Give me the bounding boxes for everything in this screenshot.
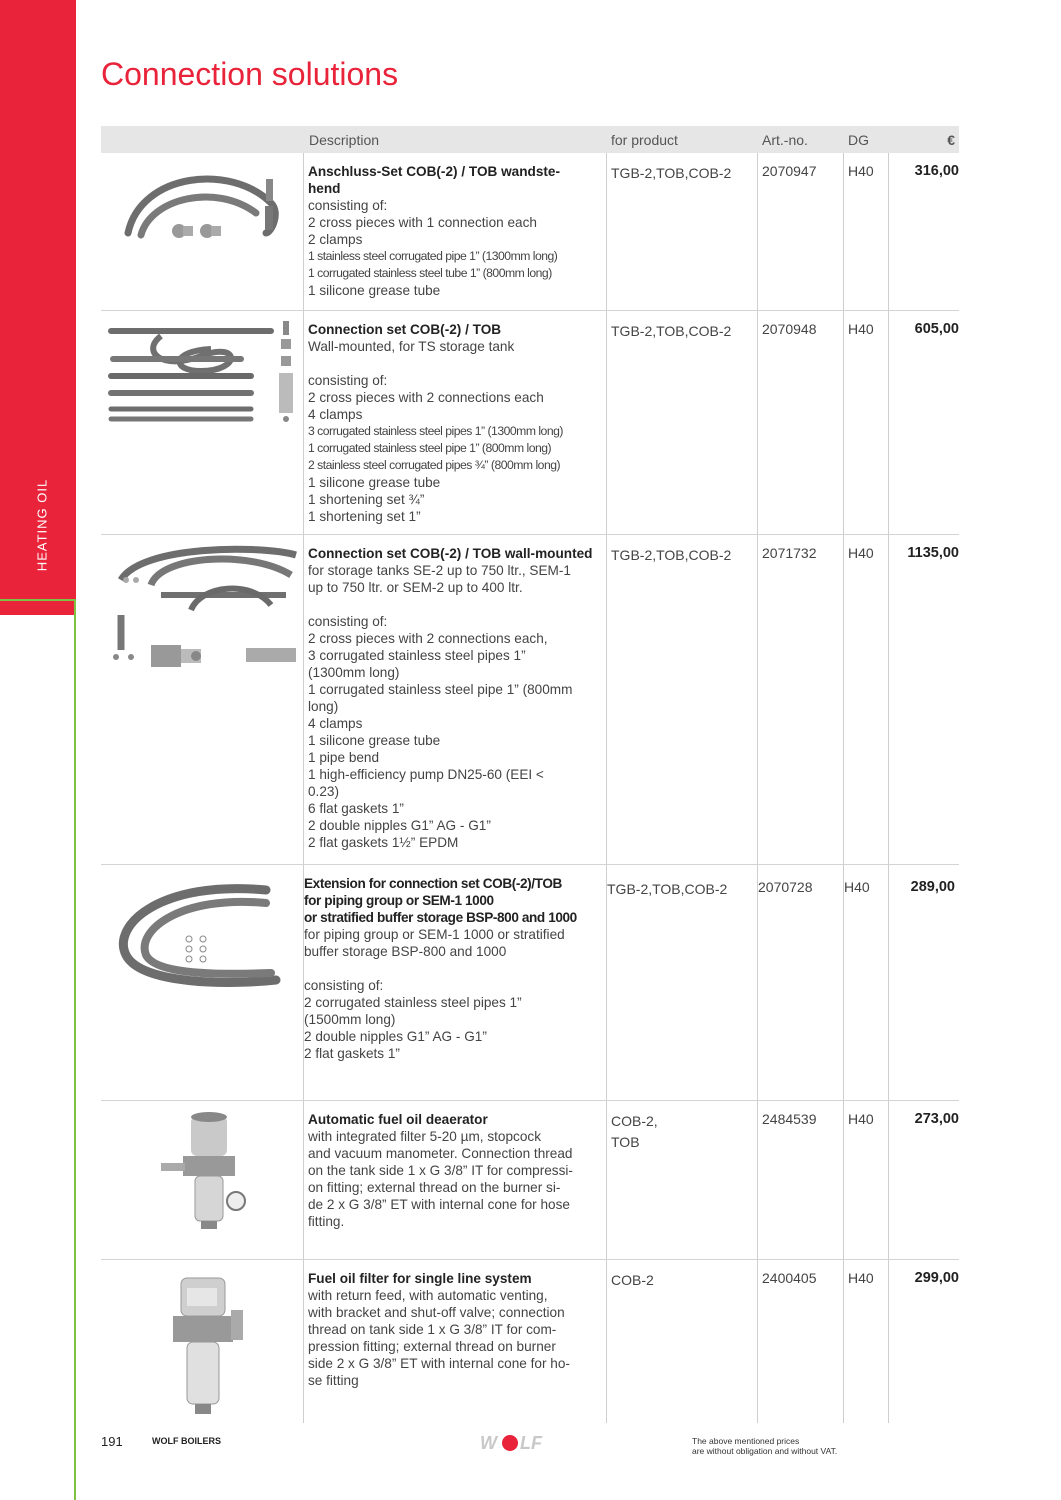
row-desc-line: 2 flat gaskets 1” bbox=[304, 1046, 400, 1061]
row-desc-line: Wall-mounted, for TS storage tank bbox=[308, 339, 515, 354]
header-description: Description bbox=[309, 132, 380, 148]
row-title-line: for piping group or SEM-1 1000 bbox=[304, 893, 494, 908]
dg-cell: H40 bbox=[848, 545, 874, 561]
row-desc-line: side 2 x G 3/8” ET with internal cone for ho- bbox=[308, 1356, 570, 1371]
row-desc-line: 1 shortening set 1” bbox=[308, 509, 421, 524]
row-desc-line: 2 cross pieces with 1 connection each bbox=[308, 215, 537, 230]
row-desc-line: consisting of: bbox=[304, 978, 384, 993]
table-row bbox=[101, 865, 959, 1101]
extension-hoses-image bbox=[101, 865, 301, 1100]
svg-text:W: W bbox=[480, 1433, 497, 1453]
row-title-line: hend bbox=[308, 181, 341, 196]
row-desc-line: 1 corrugated stainless steel pipe 1” (800mm long) bbox=[308, 441, 552, 455]
art-no-cell: 2071732 bbox=[762, 545, 817, 561]
oil-deaerator-image bbox=[101, 1101, 301, 1259]
header-product: for product bbox=[611, 132, 678, 148]
row-desc-line: 2 cross pieces with 2 connections each, bbox=[308, 631, 548, 646]
price-cell: 273,00 bbox=[914, 1111, 959, 1127]
product-line: COB-2, bbox=[611, 1113, 658, 1129]
dg-cell: H40 bbox=[848, 321, 874, 337]
row-desc-line: (1500mm long) bbox=[304, 1012, 396, 1027]
row-desc-line: for piping group or SEM-1 1000 or stratified bbox=[304, 927, 565, 942]
table-row bbox=[101, 1101, 959, 1260]
price-table bbox=[101, 126, 959, 1423]
row-desc-line: 2 stainless steel corrugated pipes ¾” (800mm long) bbox=[308, 458, 561, 472]
product-cell: TGB-2,TOB,COB-2 bbox=[611, 165, 732, 181]
row-desc-line: 1 stainless steel corrugated pipe 1” (1300mm long) bbox=[308, 249, 558, 263]
row-desc-line: 1 silicone grease tube bbox=[308, 733, 441, 748]
product-line: TOB bbox=[611, 1134, 640, 1150]
price-cell: 1135,00 bbox=[907, 545, 959, 561]
header-dg: DG bbox=[848, 132, 869, 148]
row-desc-line: de 2 x G 3/8” ET with internal cone for hose bbox=[308, 1197, 570, 1212]
table-row bbox=[101, 535, 959, 865]
product-cell: TGB-2,TOB,COB-2 bbox=[611, 323, 732, 339]
price-cell: 316,00 bbox=[914, 163, 959, 179]
disclaimer-line: The above mentioned prices bbox=[692, 1436, 800, 1446]
sidebar-accent-line-vertical bbox=[74, 599, 76, 1500]
row-desc-line: 2 flat gaskets 1½” EPDM bbox=[308, 835, 459, 850]
row-title-line: Connection set COB(-2) / TOB wall-mounted bbox=[308, 546, 593, 561]
product-cell: TGB-2,TOB,COB-2 bbox=[607, 881, 728, 897]
table-row bbox=[101, 1260, 959, 1423]
table-header bbox=[101, 126, 959, 153]
row-desc-line: 4 clamps bbox=[308, 407, 363, 422]
row-title-line: Automatic fuel oil deaerator bbox=[308, 1112, 488, 1127]
corrugated-pipes-set-image bbox=[101, 311, 301, 534]
page-title: Connection solutions bbox=[101, 56, 399, 92]
dg-cell: H40 bbox=[848, 1111, 874, 1127]
row-desc-line: 2 double nipples G1” AG - G1” bbox=[304, 1029, 487, 1044]
art-no-cell: 2070947 bbox=[762, 163, 817, 179]
row-desc-line: consisting of: bbox=[308, 198, 388, 213]
row-desc-line: 2 corrugated stainless steel pipes 1” bbox=[304, 995, 522, 1010]
price-cell: 605,00 bbox=[914, 321, 959, 337]
row-title-line: or stratified buffer storage BSP-800 and 1000 bbox=[304, 910, 577, 925]
row-desc-line: with integrated filter 5-20 µm, stopcock bbox=[308, 1129, 541, 1144]
row-desc-line: (1300mm long) bbox=[308, 665, 400, 680]
row-desc-line: 1 pipe bend bbox=[308, 750, 380, 765]
row-desc-line: 1 corrugated stainless steel tube 1” (800mm long) bbox=[308, 266, 552, 280]
row-desc-line: pression fitting; external thread on burner bbox=[308, 1339, 556, 1354]
oil-filter-image bbox=[101, 1260, 301, 1423]
row-desc-line: 1 high-efficiency pump DN25-60 (EEI < bbox=[308, 767, 544, 782]
wolf-logo-icon bbox=[480, 1432, 560, 1459]
dg-cell: H40 bbox=[844, 879, 870, 895]
row-desc-line: long) bbox=[308, 699, 339, 714]
table-row bbox=[101, 311, 959, 535]
row-desc-line: up to 750 ltr. or SEM-2 up to 400 ltr. bbox=[308, 580, 523, 595]
row-desc-line: 3 corrugated stainless steel pipes 1” (1300mm long) bbox=[308, 424, 563, 438]
row-desc-line: 2 cross pieces with 2 connections each bbox=[308, 390, 544, 405]
corrugated-hoses-image bbox=[101, 153, 301, 310]
row-desc-line: 1 silicone grease tube bbox=[308, 475, 441, 490]
page-number: 191 bbox=[101, 1434, 123, 1449]
row-desc-line: and vacuum manometer. Connection thread bbox=[308, 1146, 573, 1161]
row-title-line: Extension for connection set COB(-2)/TOB bbox=[304, 876, 562, 891]
price-cell: 299,00 bbox=[914, 1270, 959, 1286]
row-desc-line: 2 clamps bbox=[308, 232, 363, 247]
row-desc-line: consisting of: bbox=[308, 614, 388, 629]
row-desc-line: 0.23) bbox=[308, 784, 339, 799]
row-desc-line: with return feed, with automatic venting, bbox=[308, 1288, 548, 1303]
header-price: € bbox=[947, 132, 955, 148]
disclaimer-line: are without obligation and without VAT. bbox=[692, 1446, 838, 1456]
row-desc-line: with bracket and shut-off valve; connection bbox=[308, 1305, 565, 1320]
row-desc-line: on fitting; external thread on the burner si- bbox=[308, 1180, 561, 1195]
product-cell bbox=[611, 1111, 658, 1153]
sidebar-accent-line bbox=[0, 599, 76, 601]
svg-text:LF: LF bbox=[520, 1433, 542, 1453]
art-no-cell: 2484539 bbox=[762, 1111, 817, 1127]
row-desc-line: fitting. bbox=[308, 1214, 345, 1229]
row-desc-line: buffer storage BSP-800 and 1000 bbox=[304, 944, 507, 959]
row-desc-line: on the tank side 1 x G 3/8” IT for compressi- bbox=[308, 1163, 573, 1178]
row-desc-line: 3 corrugated stainless steel pipes 1” bbox=[308, 648, 526, 663]
row-desc-line: 1 corrugated stainless steel pipe 1” (800mm bbox=[308, 682, 573, 697]
footer bbox=[0, 1420, 1061, 1500]
art-no-cell: 2070728 bbox=[758, 879, 813, 895]
section-label: HEATING OIL bbox=[34, 478, 50, 572]
dg-cell: H40 bbox=[848, 163, 874, 179]
art-no-cell: 2070948 bbox=[762, 321, 817, 337]
dg-cell: H40 bbox=[848, 1270, 874, 1286]
row-desc-line: 2 double nipples G1” AG - G1” bbox=[308, 818, 491, 833]
product-cell: COB-2 bbox=[611, 1272, 654, 1288]
row-title-line: Fuel oil filter for single line system bbox=[308, 1271, 532, 1286]
row-desc-line: 1 shortening set ¾” bbox=[308, 492, 425, 507]
pipes-pump-set-image bbox=[101, 535, 301, 864]
row-desc-line: 6 flat gaskets 1” bbox=[308, 801, 404, 816]
row-title-line: Anschluss-Set COB(-2) / TOB wandste- bbox=[308, 164, 561, 179]
row-desc-line: 4 clamps bbox=[308, 716, 363, 731]
price-disclaimer bbox=[692, 1436, 837, 1456]
row-desc-line: thread on tank side 1 x G 3/8” IT for com- bbox=[308, 1322, 557, 1337]
price-cell: 289,00 bbox=[910, 879, 955, 895]
row-desc-line: se fitting bbox=[308, 1373, 359, 1388]
brand-text: WOLF BOILERS bbox=[152, 1436, 221, 1446]
art-no-cell: 2400405 bbox=[762, 1270, 817, 1286]
row-desc-line: for storage tanks SE-2 up to 750 ltr., SEM-1 bbox=[308, 563, 571, 578]
row-title-line: Connection set COB(-2) / TOB bbox=[308, 322, 502, 337]
header-art-no: Art.-no. bbox=[762, 132, 808, 148]
table-row bbox=[101, 153, 959, 311]
product-cell: TGB-2,TOB,COB-2 bbox=[611, 547, 732, 563]
row-desc-line: consisting of: bbox=[308, 373, 388, 388]
row-desc-line: 1 silicone grease tube bbox=[308, 283, 441, 298]
